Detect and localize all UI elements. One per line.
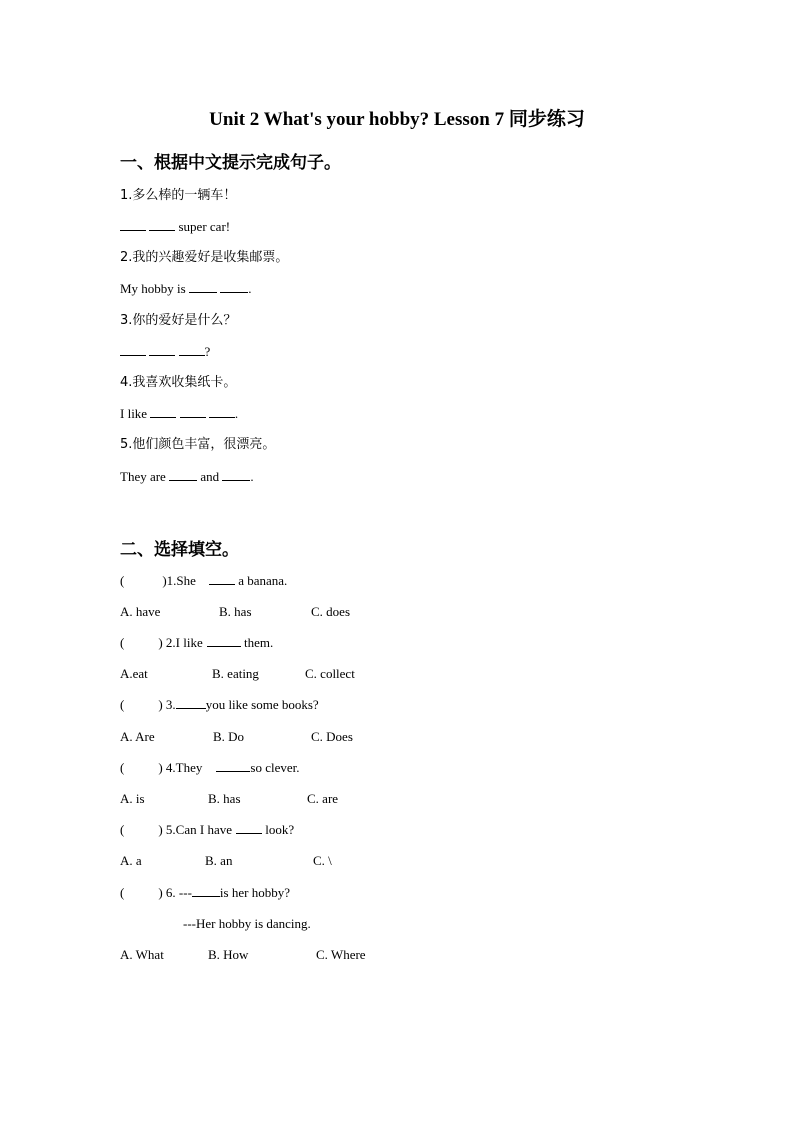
answer-blank[interactable] bbox=[236, 822, 262, 834]
answer-blank[interactable] bbox=[149, 219, 175, 231]
answer-blank[interactable] bbox=[120, 219, 146, 231]
s2-q2-stem: ( ) 2.I like them. bbox=[120, 635, 274, 650]
s2-q2-option-c[interactable]: C. collect bbox=[305, 666, 355, 681]
s2-q3-option-a[interactable]: A. Are bbox=[120, 729, 155, 744]
s2-q3-stem: ( ) 3. you like some books? bbox=[120, 697, 319, 712]
s1-q2-chinese: 2.我的兴趣爱好是收集邮票。 bbox=[120, 250, 289, 265]
answer-blank[interactable] bbox=[149, 344, 175, 356]
s2-q1-option-b[interactable]: B. has bbox=[219, 604, 252, 619]
answer-blank[interactable] bbox=[180, 406, 206, 418]
section1-heading: 一、根据中文提示完成句子。 bbox=[120, 153, 341, 173]
s2-q2-option-b[interactable]: B. eating bbox=[212, 666, 259, 681]
s2-q4-option-b[interactable]: B. has bbox=[208, 791, 241, 806]
s2-q5-option-a[interactable]: A. a bbox=[120, 853, 142, 868]
s2-q6-answer-line: ---Her hobby is dancing. bbox=[183, 916, 311, 931]
s2-q2-option-a[interactable]: A.eat bbox=[120, 666, 148, 681]
section2-heading: 二、选择填空。 bbox=[120, 540, 239, 560]
s1-q1-english: super car! bbox=[120, 219, 230, 235]
s2-q1-option-c[interactable]: C. does bbox=[311, 604, 350, 619]
answer-blank[interactable] bbox=[179, 344, 205, 356]
answer-blank[interactable] bbox=[209, 573, 235, 585]
s1-q3-english: ? bbox=[120, 344, 210, 360]
s2-q3-option-c[interactable]: C. Does bbox=[311, 729, 353, 744]
s1-q4-english: I like . bbox=[120, 406, 239, 421]
s1-q3-chinese: 3.你的爱好是什么？ bbox=[120, 313, 237, 328]
answer-blank[interactable] bbox=[169, 469, 197, 481]
s2-q1-stem: ( )1.She a banana. bbox=[120, 573, 288, 588]
answer-blank[interactable] bbox=[120, 344, 146, 356]
answer-blank[interactable] bbox=[176, 697, 206, 709]
answer-blank[interactable] bbox=[192, 885, 220, 897]
answer-blank[interactable] bbox=[150, 406, 176, 418]
s2-q5-option-b[interactable]: B. an bbox=[205, 853, 233, 868]
s2-q5-stem: ( ) 5.Can I have look? bbox=[120, 822, 295, 837]
s2-q6-option-a[interactable]: A. What bbox=[120, 947, 164, 962]
answer-blank[interactable] bbox=[222, 469, 250, 481]
s2-q4-stem: ( ) 4.They so clever. bbox=[120, 760, 300, 775]
answer-blank[interactable] bbox=[216, 760, 250, 772]
s1-q5-english: They are and . bbox=[120, 469, 254, 484]
s2-q6-stem: ( ) 6. --- is her hobby? bbox=[120, 885, 290, 900]
answer-blank[interactable] bbox=[207, 635, 241, 647]
s1-q5-chinese: 5.他们颜色丰富，很漂亮。 bbox=[120, 437, 276, 452]
s1-q1-chinese: 1.多么棒的一辆车！ bbox=[120, 188, 237, 203]
answer-blank[interactable] bbox=[220, 281, 248, 293]
page-title: Unit 2 What's your hobby? Lesson 7 同步练习 bbox=[209, 109, 585, 130]
s2-q5-option-c[interactable]: C. \ bbox=[313, 853, 332, 868]
s1-q4-chinese: 4.我喜欢收集纸卡。 bbox=[120, 375, 237, 390]
s1-q2-english: My hobby is . bbox=[120, 281, 252, 296]
s2-q6-option-b[interactable]: B. How bbox=[208, 947, 249, 962]
s2-q1-option-a[interactable]: A. have bbox=[120, 604, 161, 619]
s2-q6-option-c[interactable]: C. Where bbox=[316, 947, 366, 962]
answer-blank[interactable] bbox=[189, 281, 217, 293]
answer-blank[interactable] bbox=[209, 406, 235, 418]
s2-q4-option-a[interactable]: A. is bbox=[120, 791, 145, 806]
s2-q4-option-c[interactable]: C. are bbox=[307, 791, 339, 806]
s2-q3-option-b[interactable]: B. Do bbox=[213, 729, 245, 744]
